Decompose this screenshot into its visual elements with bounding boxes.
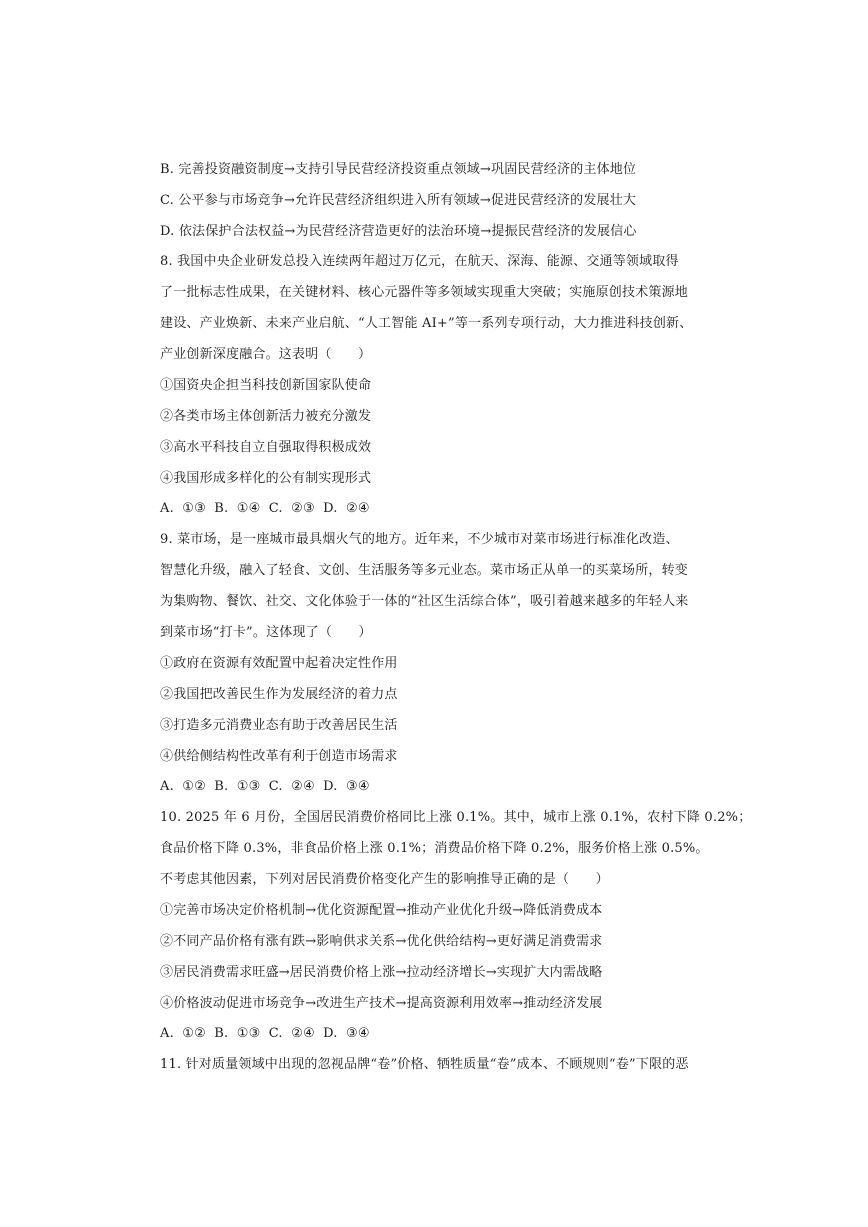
q8-stem-line: 产业创新深度融合。这表明（ ） [160, 347, 372, 362]
q7-option-d: D. 依法保护合法权益→为民营经济营造更好的法治环境→提振民营经济的发展信心 [160, 224, 637, 239]
q10-answer-choices: A. ①② B. ①③ C. ②④ D. ③④ [160, 1026, 370, 1041]
q8-answer-choices: A. ①③ B. ①④ C. ②③ D. ②④ [160, 501, 370, 516]
q10-statement: ③居民消费需求旺盛→居民消费价格上涨→拉动经济增长→实现扩大内需战略 [160, 965, 603, 980]
q9-stem-line: 到菜市场“打卡”。这体现了（ ） [160, 625, 372, 640]
q9-statement: ①政府在资源有效配置中起着决定性作用 [160, 656, 398, 671]
q7-option-c: C. 公平参与市场竞争→允许民营经济组织进入所有领域→促进民营经济的发展壮大 [160, 193, 637, 208]
q10-stem-line: 食品价格下降 0.3%，非食品价格上涨 0.1%；消费品价格下降 0.2%，服务价格上涨 0.5%。 [160, 841, 709, 856]
q10-stem-line: 10. 2025 年 6 月份，全国居民消费价格同比上涨 0.1%。其中，城市上涨 0.1%，农村下降 0.2%； [160, 810, 752, 825]
q11-stem-line: 11. 针对质量领域中出现的忽视品牌“卷”价格、牺牲质量“卷”成本、不顾规则“卷”下限的恶 [160, 1057, 689, 1072]
q8-stem-line: 了一批标志性成果，在关键材料、核心元器件等多领域实现重大突破；实施原创技术策源地 [160, 285, 689, 300]
q10-stem-line: 不考虑其他因素，下列对居民消费价格变化产生的影响推导正确的是（ ） [160, 872, 609, 887]
q7-option-b: B. 完善投资融资制度→支持引导民营经济投资重点领域→巩固民营经济的主体地位 [160, 162, 637, 177]
q10-statement: ④价格波动促进市场竞争→改进生产技术→提高资源利用效率→推动经济发展 [160, 996, 603, 1011]
q8-statement: ①国资央企担当科技创新国家队使命 [160, 378, 372, 393]
q9-answer-choices: A. ①② B. ①③ C. ②④ D. ③④ [160, 779, 370, 794]
q10-statement: ②不同产品价格有涨有跌→影响供求关系→优化供给结构→更好满足消费需求 [160, 934, 603, 949]
q9-stem-line: 9. 菜市场，是一座城市最具烟火气的地方。近年来，不少城市对菜市场进行标准化改造、 [160, 532, 679, 547]
q9-statement: ③打造多元消费业态有助于改善居民生活 [160, 718, 398, 733]
q9-stem-line: 为集购物、餐饮、社交、文化体验于一体的“社区生活综合体”，吸引着越来越多的年轻人来 [160, 594, 689, 609]
q9-stem-line: 智慧化升级，融入了轻食、文创、生活服务等多元业态。菜市场正从单一的买菜场所，转变 [160, 563, 689, 578]
q8-statement: ②各类市场主体创新活力被充分激发 [160, 409, 372, 424]
q8-stem-line: 建设、产业焕新、未来产业启航、“人工智能 AI+”等一系列专项行动，大力推进科技创新、 [160, 316, 693, 331]
q9-statement: ④供给侧结构性改革有利于创造市场需求 [160, 749, 398, 764]
q8-statement: ④我国形成多样化的公有制实现形式 [160, 471, 372, 486]
q8-stem-line: 8. 我国中央企业研发总投入连续两年超过万亿元，在航天、深海、能源、交通等领域取得 [160, 254, 679, 269]
q8-statement: ③高水平科技自立自强取得积极成效 [160, 440, 372, 455]
q9-statement: ②我国把改善民生作为发展经济的着力点 [160, 687, 398, 702]
q10-statement: ①完善市场决定价格机制→优化资源配置→推动产业优化升级→降低消费成本 [160, 903, 603, 918]
